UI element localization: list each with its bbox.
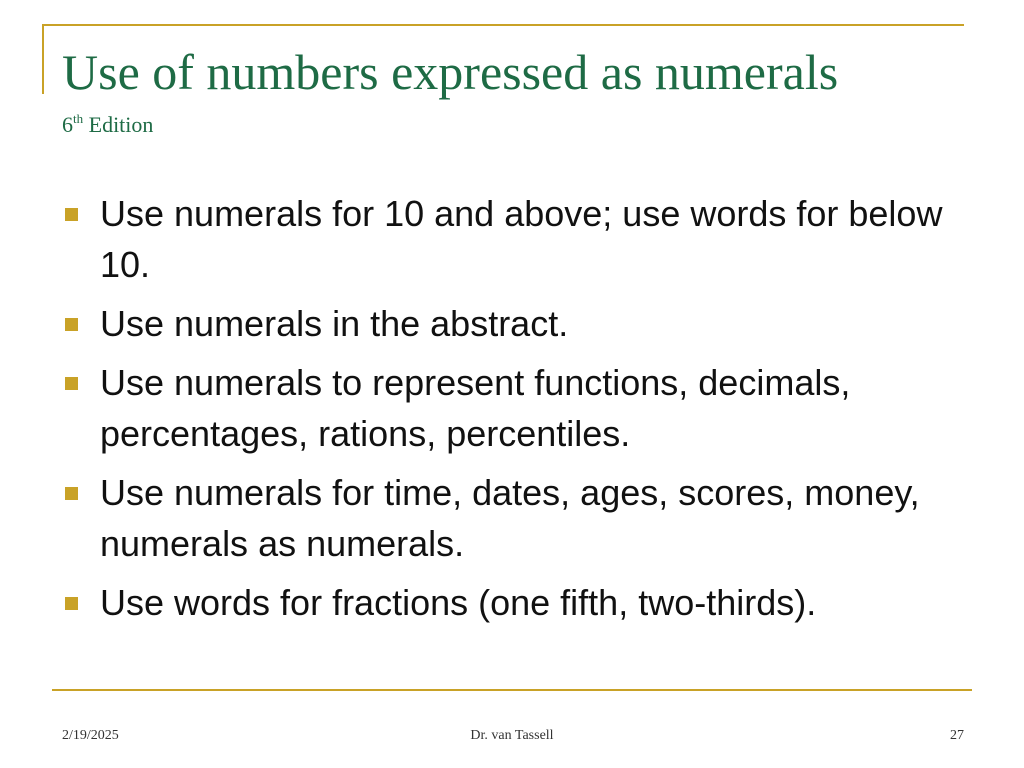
square-bullet-icon [65, 487, 78, 500]
bullet-item [62, 188, 982, 290]
subtitle-superscript: th [73, 111, 84, 126]
slide-subtitle [62, 111, 153, 139]
bullet-text: Use numerals to represent functions, decimals, percentages, rations, percentiles. [100, 362, 851, 454]
bullet-text: Use words for fractions (one fifth, two-thirds). [100, 582, 817, 623]
square-bullet-icon [65, 208, 78, 221]
bullet-list [62, 188, 982, 636]
slide-title: Use of numbers expressed as numerals [62, 44, 839, 100]
footer-rule [52, 689, 972, 691]
footer-date: 2/19/2025 [62, 728, 119, 743]
bullet-item [62, 298, 982, 349]
bullet-item [62, 357, 982, 459]
square-bullet-icon [65, 318, 78, 331]
square-bullet-icon [65, 597, 78, 610]
subtitle-number: 6 [62, 112, 73, 137]
bullet-item [62, 577, 982, 628]
square-bullet-icon [65, 377, 78, 390]
bullet-text: Use numerals for 10 and above; use words for below 10. [100, 193, 943, 285]
title-frame-left-rule [42, 24, 44, 94]
bullet-item [62, 467, 982, 569]
page-number: 27 [950, 728, 964, 743]
footer-author: Dr. van Tassell [470, 728, 554, 743]
bullet-text: Use numerals for time, dates, ages, scores, money, numerals as numerals. [100, 472, 920, 564]
subtitle-text: Edition [83, 112, 154, 137]
title-frame-top-rule [42, 24, 964, 26]
bullet-text: Use numerals in the abstract. [100, 303, 569, 344]
